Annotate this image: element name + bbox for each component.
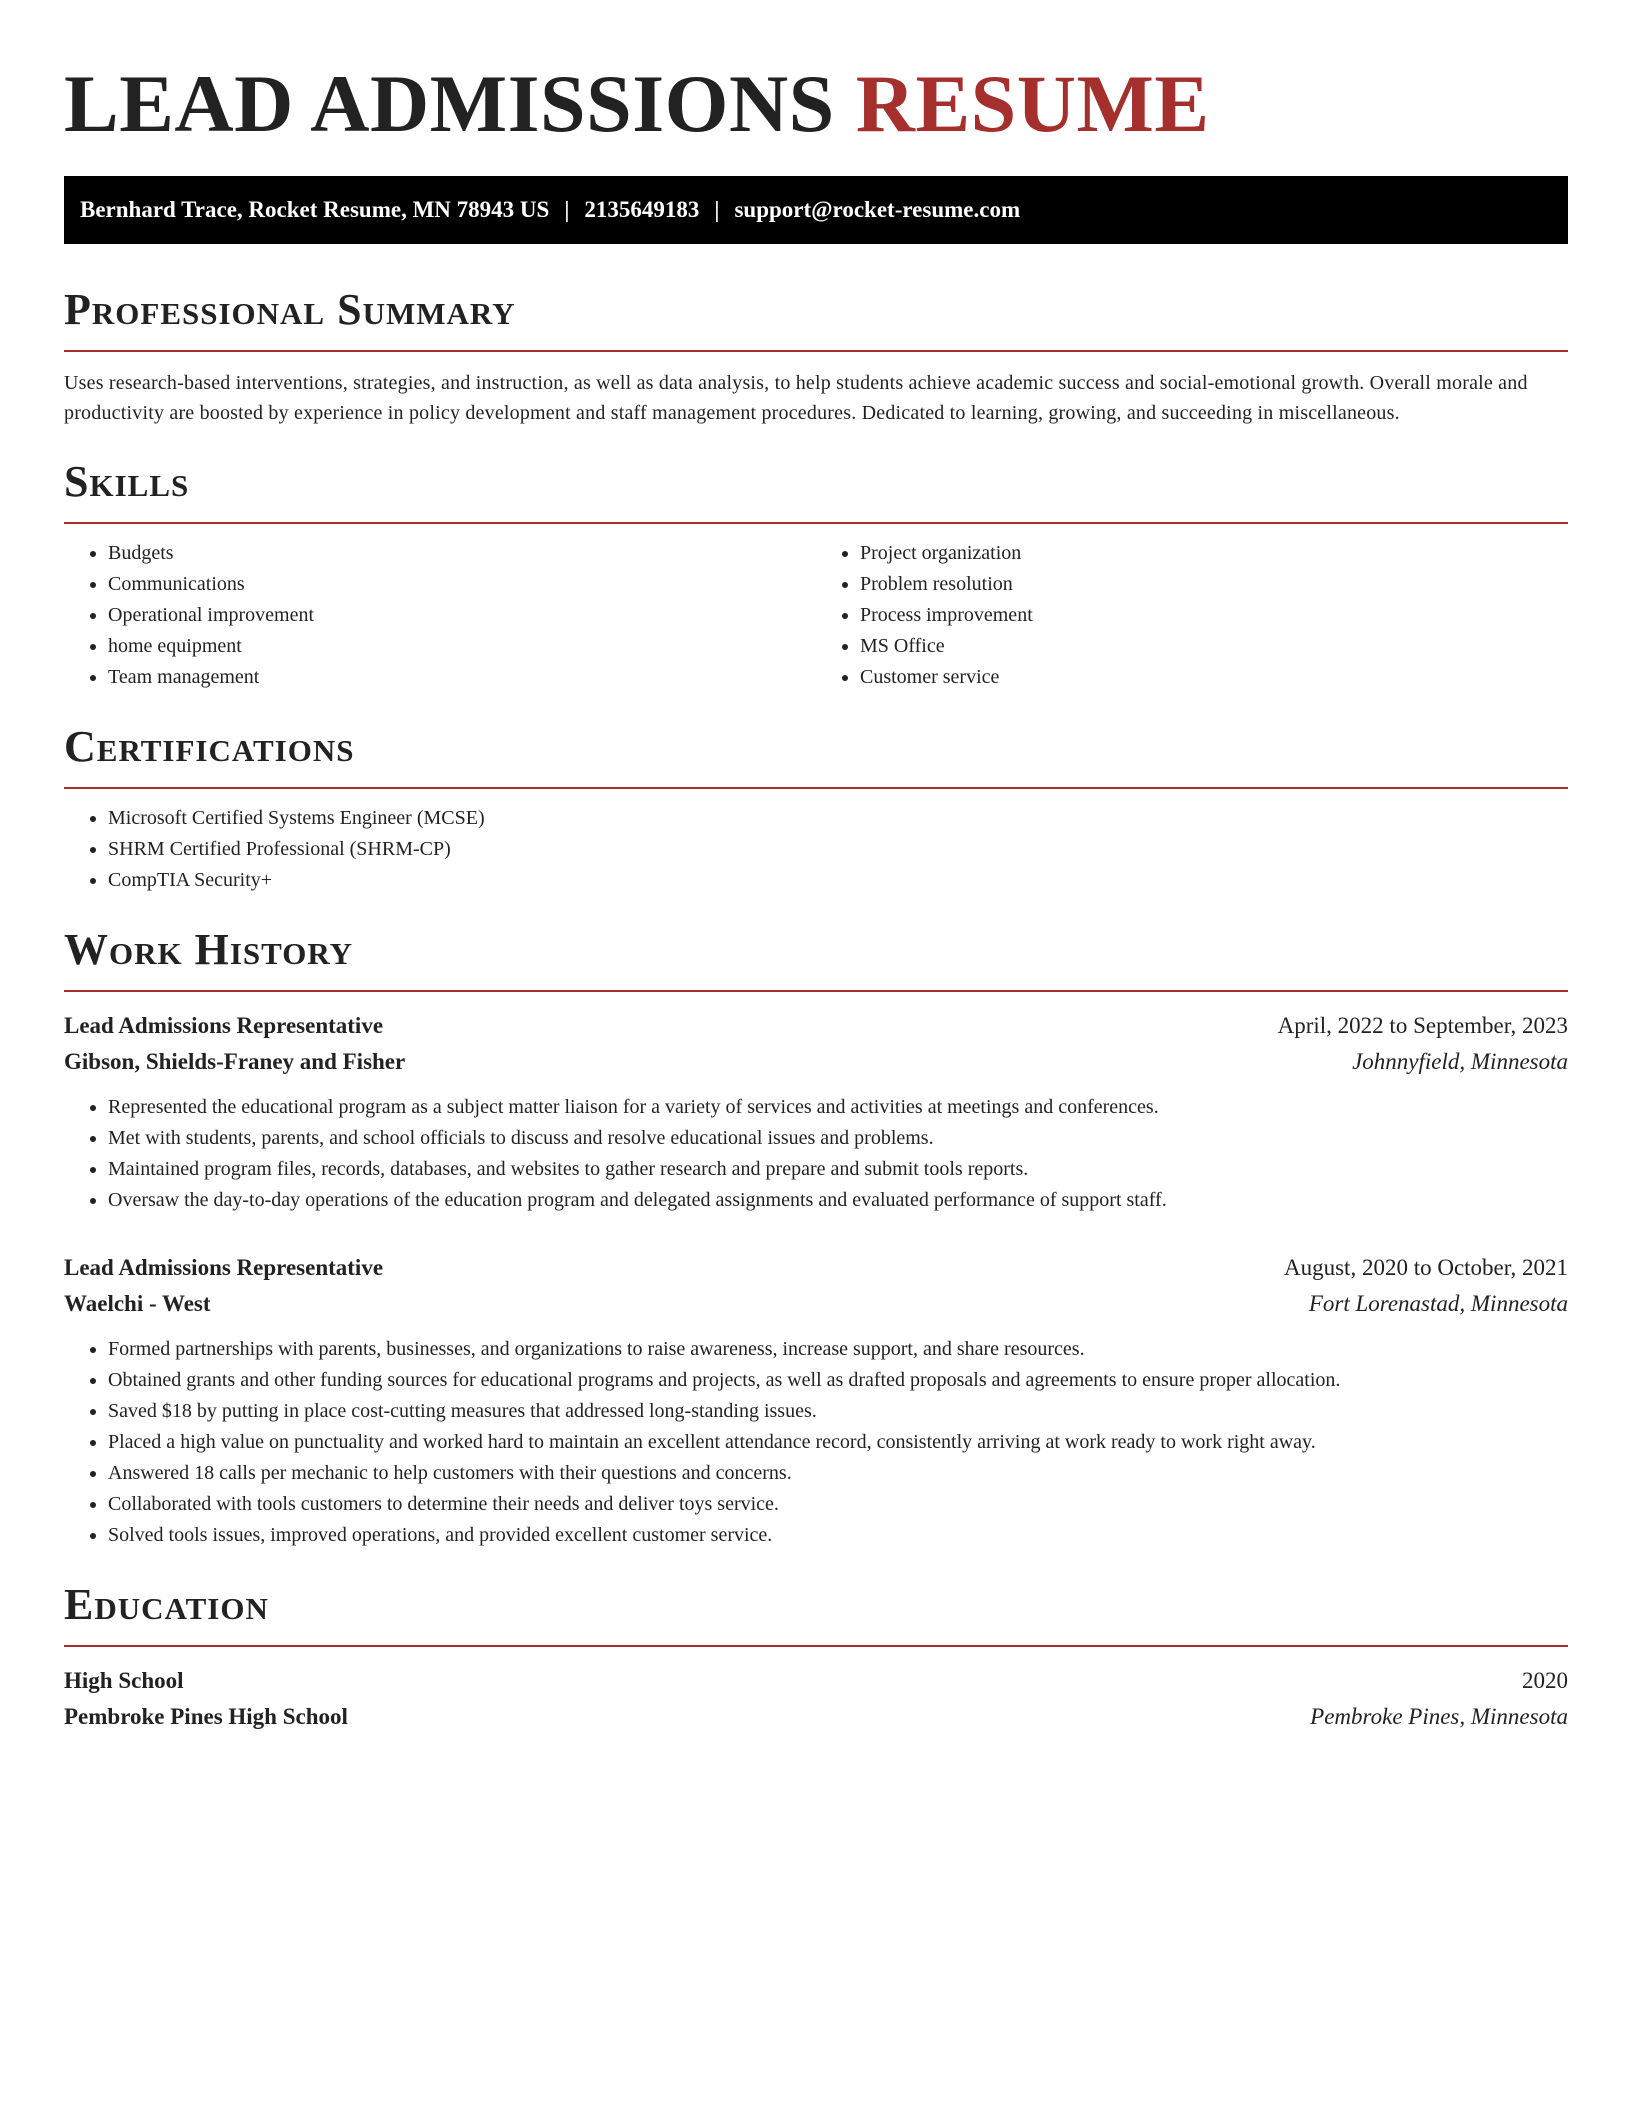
certification-item: • SHRM Certified Professional (SHRM-CP) <box>108 834 1568 865</box>
job-duty: • Placed a high value on punctuality and worked hard to maintain an excellent attendance record, consistently arriving at work ready to work right away. <box>108 1427 1568 1458</box>
job-duties-list <box>64 1092 1568 1216</box>
job-duty: • Saved $18 by putting in place cost-cutting measures that addressed long-standing issues. <box>108 1396 1568 1427</box>
skill-item: • Problem resolution <box>860 569 1568 600</box>
job-duty: • Met with students, parents, and school officials to discuss and resolve educational issues and problems. <box>108 1123 1568 1154</box>
title-main: LEAD ADMISSIONS <box>64 58 835 149</box>
job-entry <box>64 1250 1568 1551</box>
skill-item: • Operational improvement <box>108 600 816 631</box>
skills-heading: Skills <box>64 458 1568 524</box>
skills-grid <box>64 524 1568 693</box>
skills-section <box>64 458 1568 693</box>
certifications-heading: Certifications <box>64 723 1568 789</box>
summary-heading: Professional Summary <box>64 286 1568 352</box>
contact-separator: | <box>564 197 570 222</box>
job-location: Johnnyfield, Minnesota <box>1352 1049 1568 1074</box>
page-title <box>64 56 1568 152</box>
job-duty: • Formed partnerships with parents, businesses, and organizations to raise awareness, increase support, and share resources. <box>108 1334 1568 1365</box>
job-location: Fort Lorenastad, Minnesota <box>1308 1291 1568 1316</box>
job-company: Gibson, Shields-Franey and Fisher <box>64 1049 406 1074</box>
education-heading: Education <box>64 1581 1568 1647</box>
work-history-heading: Work History <box>64 926 1568 992</box>
job-company-row <box>64 1044 1568 1080</box>
skill-item: • home equipment <box>108 631 816 662</box>
skill-item: • Project organization <box>860 538 1568 569</box>
contact-email: support@rocket-resume.com <box>734 197 1021 222</box>
education-entry <box>64 1663 1568 1735</box>
summary-text: Uses research-based interventions, strategies, and instruction, as well as data analysis, to help students achieve academic success and social-emotional growth. Overall morale and productivity are boosted by experience in policy development and staff management procedures. Dedicated to learning, growing, and succeeding in miscellaneous. <box>64 372 1528 424</box>
job-dates: August, 2020 to October, 2021 <box>1284 1255 1568 1280</box>
skill-item: • Communications <box>108 569 816 600</box>
job-duty: • Answered 18 calls per mechanic to help customers with their questions and concerns. <box>108 1458 1568 1489</box>
job-entry <box>64 1008 1568 1216</box>
skill-item: • Process improvement <box>860 600 1568 631</box>
job-title: Lead Admissions Representative <box>64 1255 384 1280</box>
job-dates: April, 2022 to September, 2023 <box>1277 1013 1568 1038</box>
skill-item: • Customer service <box>860 662 1568 693</box>
contact-bar <box>64 176 1568 244</box>
job-title: Lead Admissions Representative <box>64 1013 384 1038</box>
job-duty: • Obtained grants and other funding sources for educational programs and projects, as well as drafted proposals and agreements to ensure proper allocation. <box>108 1365 1568 1396</box>
work-history-section <box>64 926 1568 1551</box>
job-duty: • Represented the educational program as a subject matter liaison for a variety of services and activities at meetings and conferences. <box>108 1092 1568 1123</box>
summary-section <box>64 286 1568 428</box>
education-section <box>64 1581 1568 1735</box>
job-duty: • Maintained program files, records, databases, and websites to gather research and prepare and submit tools reports. <box>108 1154 1568 1185</box>
job-title-row <box>64 1250 1568 1286</box>
job-company-row <box>64 1286 1568 1322</box>
job-duty: • Solved tools issues, improved operations, and provided excellent customer service. <box>108 1520 1568 1551</box>
contact-phone: 2135649183 <box>584 197 700 222</box>
job-title-row <box>64 1008 1568 1044</box>
education-year: 2020 <box>1522 1668 1568 1693</box>
certification-item: • CompTIA Security+ <box>108 865 1568 896</box>
skill-item: • Team management <box>108 662 816 693</box>
job-duty: • Collaborated with tools customers to determine their needs and deliver toys service. <box>108 1489 1568 1520</box>
skill-item: • MS Office <box>860 631 1568 662</box>
job-duty: • Oversaw the day-to-day operations of the education program and delegated assignments and evaluated performance of support staff. <box>108 1185 1568 1216</box>
title-accent: RESUME <box>855 58 1210 149</box>
job-duties-list <box>64 1334 1568 1551</box>
certifications-list <box>64 803 1568 896</box>
education-degree-row <box>64 1663 1568 1699</box>
contact-address: Bernhard Trace, Rocket Resume, MN 78943 US <box>80 197 550 222</box>
skill-item: • Budgets <box>108 538 816 569</box>
certifications-section <box>64 723 1568 896</box>
skills-list-right <box>816 538 1568 693</box>
education-school: Pembroke Pines High School <box>64 1704 348 1729</box>
certification-item: • Microsoft Certified Systems Engineer (MCSE) <box>108 803 1568 834</box>
skills-list-left <box>64 538 816 693</box>
education-school-row <box>64 1699 1568 1735</box>
contact-separator: | <box>714 197 720 222</box>
education-location: Pembroke Pines, Minnesota <box>1310 1704 1568 1729</box>
education-degree: High School <box>64 1668 184 1693</box>
job-company: Waelchi - West <box>64 1291 211 1316</box>
